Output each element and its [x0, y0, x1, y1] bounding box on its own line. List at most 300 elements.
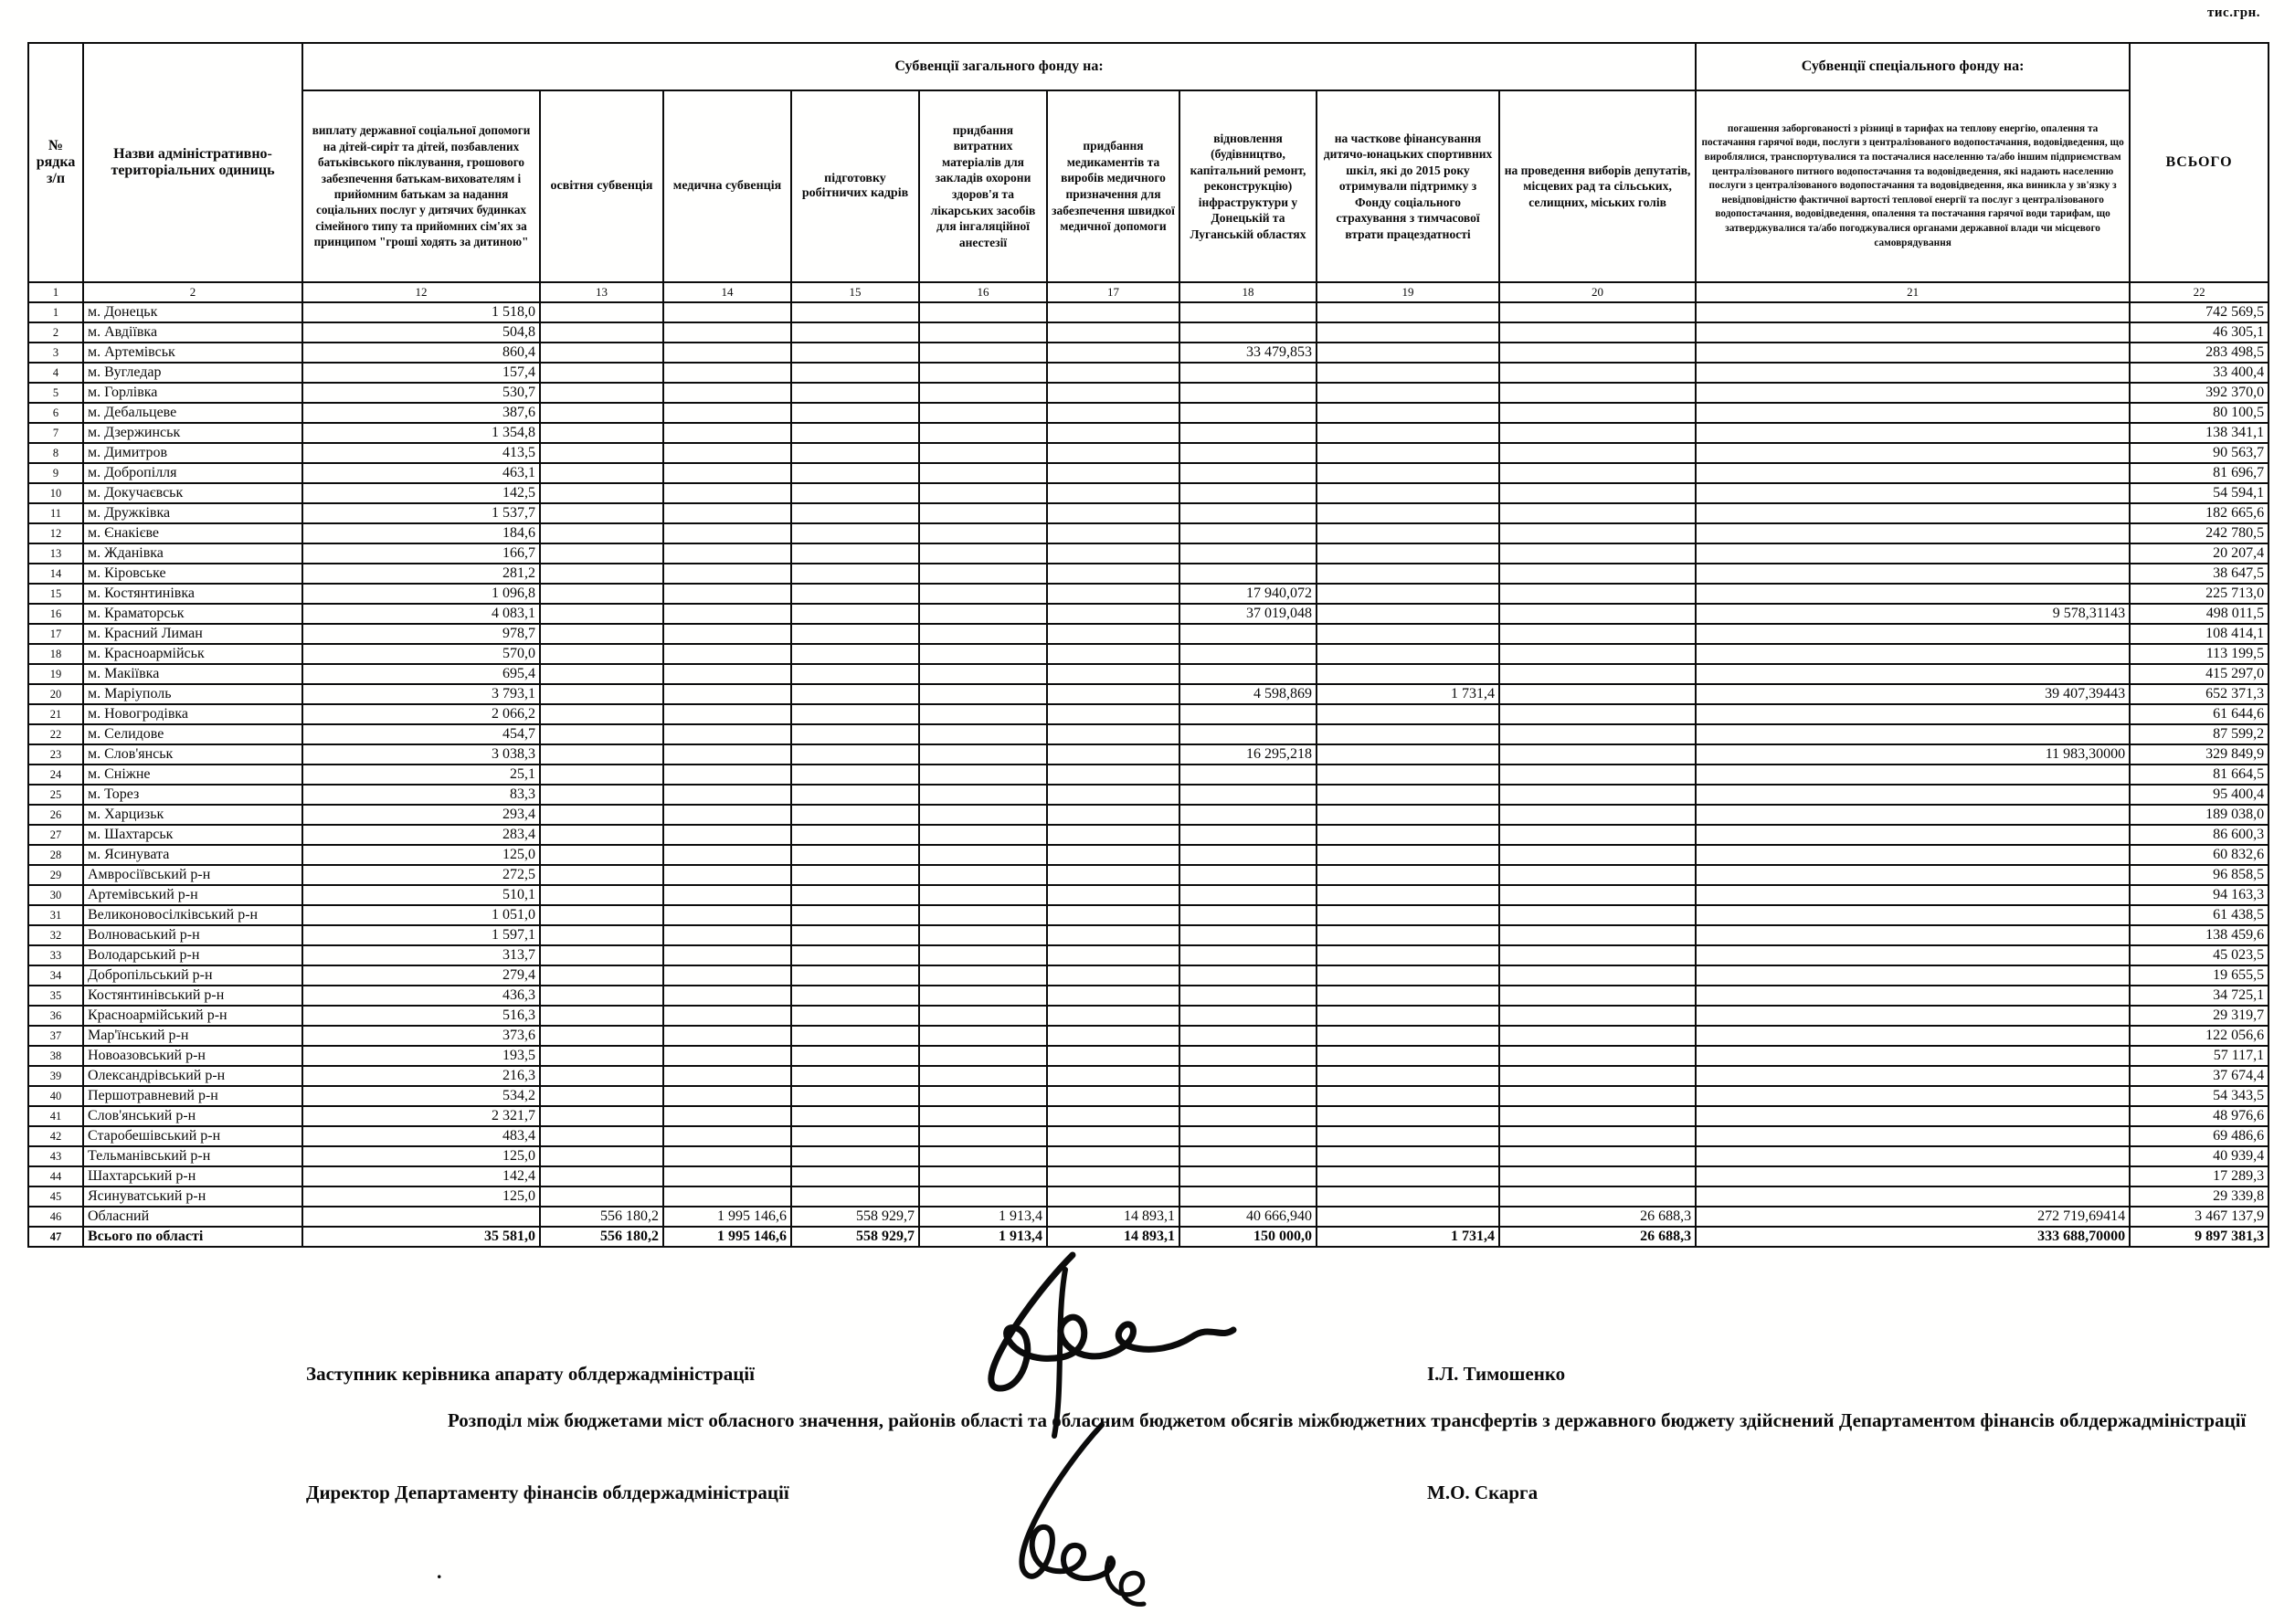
- value-cell: [1179, 805, 1317, 825]
- value-cell: [1317, 584, 1499, 604]
- value-cell: [1179, 363, 1317, 383]
- value-cell: 17 940,072: [1179, 584, 1317, 604]
- value-cell: [1179, 704, 1317, 724]
- value-cell: 11 983,30000: [1696, 744, 2130, 765]
- value-cell: [1499, 805, 1696, 825]
- value-cell: [1317, 383, 1499, 403]
- value-cell: [1317, 704, 1499, 724]
- value-cell: [1047, 403, 1179, 423]
- value-cell: [1696, 1166, 2130, 1186]
- value-cell: 4 083,1: [302, 604, 540, 624]
- value-cell: [1696, 443, 2130, 463]
- value-cell: [1317, 443, 1499, 463]
- value-cell: [1047, 905, 1179, 925]
- col-number: 1: [28, 282, 83, 302]
- value-cell: [663, 724, 791, 744]
- value-cell: 695,4: [302, 664, 540, 684]
- value-cell: 125,0: [302, 1146, 540, 1166]
- value-cell: [1179, 785, 1317, 805]
- territory-name: м. Єнакієве: [83, 523, 302, 543]
- territory-name: м. Макіївка: [83, 664, 302, 684]
- value-cell: [1499, 343, 1696, 363]
- value-cell: 96 858,5: [2130, 865, 2269, 885]
- value-cell: [540, 503, 663, 523]
- value-cell: 9 897 381,3: [2130, 1227, 2269, 1247]
- table-row: [28, 925, 2269, 945]
- row-number: 4: [28, 363, 83, 383]
- value-cell: [1047, 644, 1179, 664]
- territory-name: м. Артемівськ: [83, 343, 302, 363]
- value-cell: [1696, 423, 2130, 443]
- row-number: 6: [28, 403, 83, 423]
- value-cell: [663, 945, 791, 965]
- value-cell: [1179, 986, 1317, 1006]
- value-cell: 33 479,853: [1179, 343, 1317, 363]
- value-cell: [540, 463, 663, 483]
- value-cell: [1317, 845, 1499, 865]
- col-number: 21: [1696, 282, 2130, 302]
- table-row: [28, 1186, 2269, 1207]
- value-cell: [540, 1146, 663, 1166]
- value-cell: 193,5: [302, 1046, 540, 1066]
- value-cell: [1317, 463, 1499, 483]
- value-cell: [919, 744, 1047, 765]
- value-cell: [791, 965, 919, 986]
- value-cell: [1047, 322, 1179, 343]
- value-cell: [919, 463, 1047, 483]
- value-cell: [1047, 704, 1179, 724]
- value-cell: [791, 564, 919, 584]
- table-row: [28, 403, 2269, 423]
- value-cell: [1179, 885, 1317, 905]
- value-cell: [540, 1106, 663, 1126]
- col-header-12: виплату державної соціальної допомоги на дітей-сиріт та дітей, позбавлених батьківського піклування, грошового забезпечення батькам-вихователям і прийомним батькам за надання соціальних послуг у дитячих будинках сімейного типу та прийомних сім'ях за принципом "гроші ходять за дитиною": [302, 90, 540, 282]
- value-cell: [1317, 1066, 1499, 1086]
- value-cell: 142,4: [302, 1166, 540, 1186]
- table-row: [28, 1026, 2269, 1046]
- value-cell: 87 599,2: [2130, 724, 2269, 744]
- value-cell: [1696, 483, 2130, 503]
- value-cell: [663, 1086, 791, 1106]
- value-cell: [919, 1166, 1047, 1186]
- row-number: 32: [28, 925, 83, 945]
- group-header-row: [28, 43, 2269, 90]
- value-cell: [1696, 885, 2130, 905]
- row-number: 26: [28, 805, 83, 825]
- value-cell: [663, 523, 791, 543]
- value-cell: [1047, 945, 1179, 965]
- value-cell: [1179, 1066, 1317, 1086]
- row-number: 11: [28, 503, 83, 523]
- value-cell: [1179, 543, 1317, 564]
- value-cell: [1047, 584, 1179, 604]
- row-number: 44: [28, 1166, 83, 1186]
- row-number: 31: [28, 905, 83, 925]
- table-row: [28, 604, 2269, 624]
- table-row: [28, 724, 2269, 744]
- value-cell: 184,6: [302, 523, 540, 543]
- table-row: [28, 1146, 2269, 1166]
- value-cell: [1499, 1026, 1696, 1046]
- value-cell: [540, 664, 663, 684]
- territory-name: Волноваський р-н: [83, 925, 302, 945]
- value-cell: 387,6: [302, 403, 540, 423]
- col-number: 17: [1047, 282, 1179, 302]
- value-cell: 166,7: [302, 543, 540, 564]
- value-cell: 20 207,4: [2130, 543, 2269, 564]
- value-cell: 3 793,1: [302, 684, 540, 704]
- value-cell: [1696, 1186, 2130, 1207]
- value-cell: [1317, 302, 1499, 322]
- row-number: 29: [28, 865, 83, 885]
- value-cell: [1047, 986, 1179, 1006]
- value-cell: [1047, 885, 1179, 905]
- value-cell: [791, 805, 919, 825]
- value-cell: [663, 986, 791, 1006]
- value-cell: [791, 523, 919, 543]
- territory-name: м. Горлівка: [83, 383, 302, 403]
- value-cell: [791, 604, 919, 624]
- row-number: 19: [28, 664, 83, 684]
- value-cell: 125,0: [302, 1186, 540, 1207]
- territory-name: м. Слов'янськ: [83, 744, 302, 765]
- value-cell: [1179, 1126, 1317, 1146]
- row-number: 1: [28, 302, 83, 322]
- col-header-total: ВСЬОГО: [2130, 43, 2269, 282]
- value-cell: [1499, 1046, 1696, 1066]
- value-cell: [1179, 564, 1317, 584]
- table-row: [28, 463, 2269, 483]
- value-cell: 142,5: [302, 483, 540, 503]
- value-cell: [1696, 644, 2130, 664]
- value-cell: [919, 704, 1047, 724]
- detail-header-row: [28, 90, 2269, 282]
- value-cell: [663, 543, 791, 564]
- territory-name: м. Авдіївка: [83, 322, 302, 343]
- value-cell: [1317, 1166, 1499, 1186]
- signature-icon: [939, 1421, 1186, 1620]
- value-cell: [791, 584, 919, 604]
- value-cell: [791, 945, 919, 965]
- value-cell: [663, 704, 791, 724]
- value-cell: 558 929,7: [791, 1207, 919, 1227]
- value-cell: [540, 1126, 663, 1146]
- value-cell: 570,0: [302, 644, 540, 664]
- value-cell: [1047, 463, 1179, 483]
- value-cell: [919, 865, 1047, 885]
- value-cell: [663, 664, 791, 684]
- value-cell: [1317, 945, 1499, 965]
- value-cell: [919, 423, 1047, 443]
- signature-icon: [928, 1250, 1239, 1441]
- value-cell: [540, 765, 663, 785]
- value-cell: [1696, 584, 2130, 604]
- territory-name: Олександрівський р-н: [83, 1066, 302, 1086]
- table-row: [28, 543, 2269, 564]
- value-cell: [1179, 463, 1317, 483]
- value-cell: [1317, 1146, 1499, 1166]
- value-cell: 558 929,7: [791, 1227, 919, 1247]
- row-number: 3: [28, 343, 83, 363]
- value-cell: [1317, 483, 1499, 503]
- value-cell: [540, 403, 663, 423]
- value-cell: [1179, 1146, 1317, 1166]
- value-cell: [663, 744, 791, 765]
- value-cell: 37 019,048: [1179, 604, 1317, 624]
- value-cell: [540, 945, 663, 965]
- value-cell: [919, 986, 1047, 1006]
- row-number: 20: [28, 684, 83, 704]
- value-cell: [540, 965, 663, 986]
- value-cell: [791, 1026, 919, 1046]
- value-cell: [540, 1026, 663, 1046]
- row-number: 17: [28, 624, 83, 644]
- value-cell: [1696, 1006, 2130, 1026]
- territory-name: м. Красний Лиман: [83, 624, 302, 644]
- value-cell: [1696, 503, 2130, 523]
- value-cell: [1317, 905, 1499, 925]
- value-cell: 3 467 137,9: [2130, 1207, 2269, 1227]
- value-cell: [540, 322, 663, 343]
- value-cell: [1499, 945, 1696, 965]
- row-number: 5: [28, 383, 83, 403]
- territory-name: м. Вугледар: [83, 363, 302, 383]
- value-cell: [1047, 785, 1179, 805]
- value-cell: 1 537,7: [302, 503, 540, 523]
- value-cell: [1499, 905, 1696, 925]
- value-cell: [302, 1207, 540, 1227]
- value-cell: [540, 845, 663, 865]
- value-cell: [1696, 765, 2130, 785]
- value-cell: [1047, 624, 1179, 644]
- value-cell: 95 400,4: [2130, 785, 2269, 805]
- value-cell: 29 339,8: [2130, 1186, 2269, 1207]
- row-number: 39: [28, 1066, 83, 1086]
- value-cell: [663, 865, 791, 885]
- value-cell: [919, 343, 1047, 363]
- col-number: 14: [663, 282, 791, 302]
- value-cell: [1317, 986, 1499, 1006]
- territory-name: м. Маріуполь: [83, 684, 302, 704]
- value-cell: [1696, 664, 2130, 684]
- value-cell: [1179, 1106, 1317, 1126]
- value-cell: 9 578,31143: [1696, 604, 2130, 624]
- value-cell: [919, 845, 1047, 865]
- value-cell: [540, 443, 663, 463]
- row-number: 41: [28, 1106, 83, 1126]
- col-header-13: освітня субвенція: [540, 90, 663, 282]
- table-row: [28, 1006, 2269, 1026]
- row-number: 13: [28, 543, 83, 564]
- table-row: [28, 765, 2269, 785]
- value-cell: 272,5: [302, 865, 540, 885]
- value-cell: 61 438,5: [2130, 905, 2269, 925]
- value-cell: [919, 564, 1047, 584]
- table-row: [28, 945, 2269, 965]
- value-cell: [1179, 765, 1317, 785]
- territory-name: м. Димитров: [83, 443, 302, 463]
- value-cell: [1317, 825, 1499, 845]
- row-number: 22: [28, 724, 83, 744]
- table-row: [28, 624, 2269, 644]
- value-cell: [1047, 483, 1179, 503]
- value-cell: 242 780,5: [2130, 523, 2269, 543]
- value-cell: [1499, 584, 1696, 604]
- value-cell: 108 414,1: [2130, 624, 2269, 644]
- value-cell: [1317, 503, 1499, 523]
- value-cell: 463,1: [302, 463, 540, 483]
- value-cell: [663, 503, 791, 523]
- value-cell: [791, 885, 919, 905]
- value-cell: [791, 423, 919, 443]
- value-cell: 216,3: [302, 1066, 540, 1086]
- row-number: 28: [28, 845, 83, 865]
- value-cell: [663, 1106, 791, 1126]
- value-cell: [919, 945, 1047, 965]
- value-cell: [1317, 1186, 1499, 1207]
- value-cell: [1179, 624, 1317, 644]
- row-number: 10: [28, 483, 83, 503]
- value-cell: [791, 1166, 919, 1186]
- value-cell: 329 849,9: [2130, 744, 2269, 765]
- table-row: [28, 885, 2269, 905]
- value-cell: [663, 363, 791, 383]
- territory-name: Артемівський р-н: [83, 885, 302, 905]
- table-row: [28, 865, 2269, 885]
- value-cell: 556 180,2: [540, 1207, 663, 1227]
- row-number: 46: [28, 1207, 83, 1227]
- value-cell: [1047, 684, 1179, 704]
- value-cell: [1499, 423, 1696, 443]
- table-row: [28, 965, 2269, 986]
- row-number: 14: [28, 564, 83, 584]
- value-cell: 483,4: [302, 1126, 540, 1146]
- value-cell: 14 893,1: [1047, 1227, 1179, 1247]
- value-cell: [919, 825, 1047, 845]
- value-cell: [919, 664, 1047, 684]
- row-number: 25: [28, 785, 83, 805]
- value-cell: [1179, 925, 1317, 945]
- value-cell: [663, 1146, 791, 1166]
- territory-name: Старобешівський р-н: [83, 1126, 302, 1146]
- value-cell: [1696, 805, 2130, 825]
- value-cell: 138 459,6: [2130, 925, 2269, 945]
- value-cell: 157,4: [302, 363, 540, 383]
- value-cell: [663, 805, 791, 825]
- value-cell: 37 674,4: [2130, 1066, 2269, 1086]
- value-cell: [1696, 1066, 2130, 1086]
- territory-name: Новоазовський р-н: [83, 1046, 302, 1066]
- value-cell: [1179, 1086, 1317, 1106]
- row-number: 16: [28, 604, 83, 624]
- value-cell: [1696, 1106, 2130, 1126]
- col-number: 15: [791, 282, 919, 302]
- value-cell: [1179, 443, 1317, 463]
- value-cell: [1317, 664, 1499, 684]
- value-cell: 45 023,5: [2130, 945, 2269, 965]
- value-cell: 182 665,6: [2130, 503, 2269, 523]
- row-number: 34: [28, 965, 83, 986]
- value-cell: 272 719,69414: [1696, 1207, 2130, 1227]
- value-cell: [663, 564, 791, 584]
- value-cell: [1499, 845, 1696, 865]
- table-row: [28, 744, 2269, 765]
- value-cell: 556 180,2: [540, 1227, 663, 1247]
- value-cell: 504,8: [302, 322, 540, 343]
- value-cell: [1499, 463, 1696, 483]
- territory-name: Слов'янський р-н: [83, 1106, 302, 1126]
- value-cell: 90 563,7: [2130, 443, 2269, 463]
- table-row: [28, 584, 2269, 604]
- value-cell: [1696, 724, 2130, 744]
- territory-name: Обласний: [83, 1207, 302, 1227]
- value-cell: [663, 825, 791, 845]
- table-row: [28, 644, 2269, 664]
- value-cell: [791, 724, 919, 744]
- value-cell: [919, 1186, 1047, 1207]
- value-cell: 150 000,0: [1179, 1227, 1317, 1247]
- row-number: 33: [28, 945, 83, 965]
- value-cell: [1047, 1126, 1179, 1146]
- value-cell: 3 038,3: [302, 744, 540, 765]
- value-cell: [540, 644, 663, 664]
- value-cell: [1047, 825, 1179, 845]
- table-row: [28, 845, 2269, 865]
- value-cell: [1179, 483, 1317, 503]
- value-cell: [1499, 483, 1696, 503]
- value-cell: [919, 1106, 1047, 1126]
- value-cell: [663, 383, 791, 403]
- value-cell: [540, 624, 663, 644]
- table-row: [28, 1066, 2269, 1086]
- table-row: [28, 1046, 2269, 1066]
- value-cell: [791, 1126, 919, 1146]
- value-cell: [919, 805, 1047, 825]
- value-cell: [919, 1086, 1047, 1106]
- value-cell: [1499, 825, 1696, 845]
- value-cell: [1696, 925, 2130, 945]
- value-cell: [1317, 1106, 1499, 1126]
- value-cell: [919, 483, 1047, 503]
- value-cell: [663, 644, 791, 664]
- value-cell: 742 569,5: [2130, 302, 2269, 322]
- value-cell: 25,1: [302, 765, 540, 785]
- value-cell: [1317, 564, 1499, 584]
- territory-name: Костянтинівський р-н: [83, 986, 302, 1006]
- value-cell: [1317, 1006, 1499, 1026]
- territory-name: м. Добропілля: [83, 463, 302, 483]
- territory-name: м. Дружківка: [83, 503, 302, 523]
- value-cell: [1696, 523, 2130, 543]
- col-header-18: відновлення (будівництво, капітальний ремонт, реконструкцію) інфраструктури у Донецькій та Луганській областях: [1179, 90, 1317, 282]
- value-cell: [663, 684, 791, 704]
- value-cell: [1317, 403, 1499, 423]
- value-cell: [1499, 986, 1696, 1006]
- value-cell: [1499, 765, 1696, 785]
- territory-name: м. Костянтинівка: [83, 584, 302, 604]
- col-number: 13: [540, 282, 663, 302]
- value-cell: 534,2: [302, 1086, 540, 1106]
- value-cell: [540, 483, 663, 503]
- value-cell: [919, 1006, 1047, 1026]
- value-cell: [1179, 724, 1317, 744]
- value-cell: 1 354,8: [302, 423, 540, 443]
- col-header-20: на проведення виборів депутатів, місцевих рад та сільських, селищних, міських голів: [1499, 90, 1696, 282]
- territory-name: Великоновосілківський р-н: [83, 905, 302, 925]
- value-cell: [1696, 363, 2130, 383]
- value-cell: 122 056,6: [2130, 1026, 2269, 1046]
- value-cell: 80 100,5: [2130, 403, 2269, 423]
